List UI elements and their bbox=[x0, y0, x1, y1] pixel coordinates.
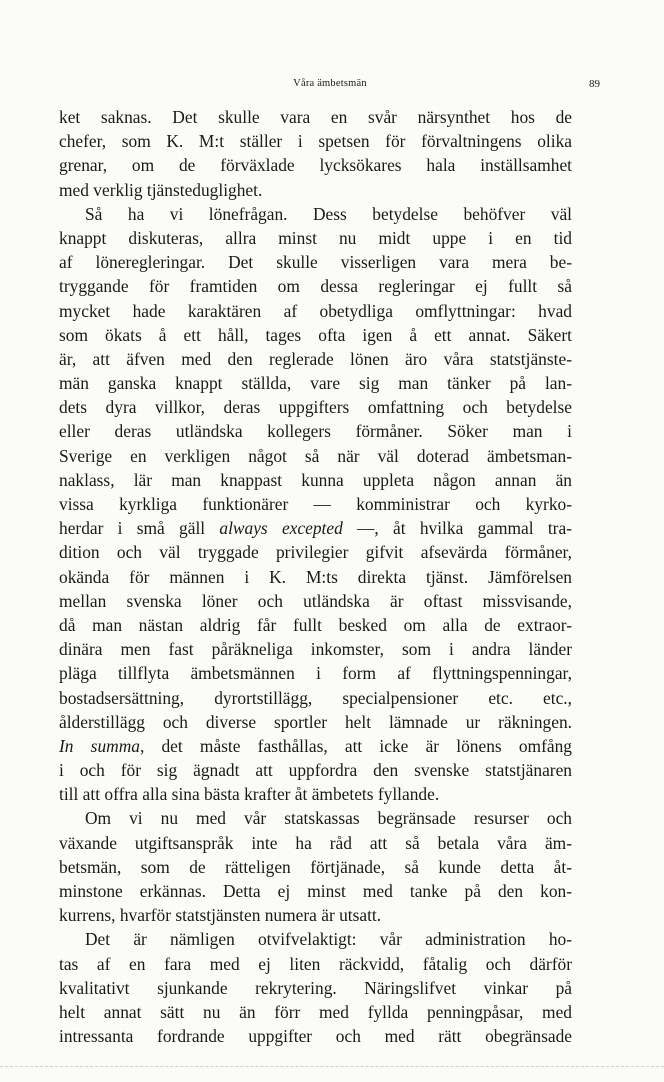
text-line: är, att äfven med den reglerade lönen äro våra statstjänste- bbox=[59, 348, 572, 369]
text-segment: herdar i små gäll bbox=[59, 518, 220, 539]
text-segment: det måste fasthållas, att icke är lönens omfång bbox=[144, 735, 572, 756]
text-line: minstone erkännas. Detta ej minst med tanke på den kon- bbox=[59, 881, 572, 901]
text-line-mixed bbox=[59, 516, 572, 540]
text-line: kurrens, hvarför statstjänsten numera är utsatt. bbox=[59, 905, 382, 926]
text-line: pläga tillflyta ämbetsmännen i form af flyttningspenningar, bbox=[59, 663, 572, 684]
text-line: knappt diskuteras, allra minst nu midt uppe i en tid bbox=[59, 227, 572, 248]
text-line: i och för sig ägnadt att uppfordra den svenske statstjänaren bbox=[59, 760, 572, 781]
text-line: chefer, som K. M:t ställer i spetsen för förvaltningens olika bbox=[59, 131, 572, 152]
text-line: kvalitativt sjunkande rekrytering. Näringslifvet vinkar på bbox=[59, 977, 572, 998]
text-line: tas af en fara med ej liten räckvidd, fåtalig och därför bbox=[59, 953, 572, 974]
text-line: naklass, lär man knappast kunna uppleta någon annan än bbox=[59, 469, 572, 490]
text-line: dition och väl tryggade privilegier gifvit afsevärda förmåner, bbox=[59, 542, 572, 563]
text-line: ålderstillägg och diverse sportler helt lämnade ur räkningen. bbox=[59, 711, 572, 732]
text-line: mellan svenska löner och utländska är oftast missvisande, bbox=[59, 590, 572, 611]
text-line: Det är nämligen otvifvelaktigt: vår administration ho- bbox=[85, 929, 572, 950]
text-line: med verklig tjänsteduglighet. bbox=[59, 179, 263, 200]
text-line: mycket hade karaktären af obetydliga omflyttningar: hvad bbox=[59, 300, 572, 321]
text-line: som ökats å ett håll, tages ofta igen å ett annat. Säkert bbox=[59, 324, 572, 345]
text-line: Sverige en verkligen något så när väl doterad ämbetsman- bbox=[59, 445, 572, 466]
text-line: vissa kyrkliga funktionärer — komministrar och kyrko- bbox=[59, 494, 572, 514]
running-title: Våra ämbetsmän bbox=[293, 78, 367, 89]
text-line: män ganska knappt ställda, vare sig man tänker på lan- bbox=[59, 373, 572, 394]
page-number: 89 bbox=[589, 78, 600, 90]
running-head bbox=[60, 78, 600, 94]
text-line: bostadsersättning, dyrortstillägg, specialpensioner etc. etc., bbox=[59, 687, 572, 708]
text-line: dinära men fast påräkneliga inkomster, som i andra länder bbox=[59, 639, 572, 660]
text-line: dets dyra villkor, deras uppgifters omfattning och betydelse bbox=[59, 397, 572, 418]
text-line: till att offra alla sina bästa krafter åt ämbetets fyllande. bbox=[59, 784, 440, 805]
text-segment: —, åt hvilka gammal tra- bbox=[342, 518, 572, 539]
text-line: grenar, om de förväxlade lycksökares hala inställsamhet bbox=[59, 155, 572, 176]
body-text bbox=[59, 105, 572, 1048]
text-line: eller deras utländska kollegers förmåner. Söker man i bbox=[59, 421, 572, 442]
text-line: då man nästan aldrig får fullt besked om alla de extraor- bbox=[59, 614, 572, 635]
text-line: växande utgiftsanspråk inte ha råd att så betala våra äm- bbox=[59, 832, 572, 853]
text-line: ket saknas. Det skulle vara en svår närsynthet hos de bbox=[59, 107, 572, 127]
text-line: Om vi nu med vår statskassas begränsade resurser och bbox=[85, 808, 572, 829]
scan-edge-divider bbox=[0, 1066, 664, 1068]
text-line: helt annat sätt nu än förr med fyllda penningpåsar, med bbox=[59, 1001, 572, 1022]
text-line: okända för männen i K. M:ts direkta tjänst. Jämförelsen bbox=[59, 566, 572, 587]
text-line: Så ha vi lönefrågan. Dess betydelse behöfver väl bbox=[85, 203, 572, 224]
italic-phrase: In summa, bbox=[59, 735, 145, 756]
text-line: tryggande för framtiden om dessa regleringar ej fullt så bbox=[59, 276, 572, 297]
italic-phrase: always excepted bbox=[219, 518, 343, 539]
text-line: af löneregleringar. Det skulle visserligen vara mera be- bbox=[59, 252, 572, 273]
text-line-mixed bbox=[59, 734, 572, 758]
text-line: intressanta fordrande uppgifter och med rätt obegränsade bbox=[59, 1026, 572, 1047]
text-line: betsmän, som de rätteligen förtjänade, så kunde detta åt- bbox=[59, 856, 572, 877]
